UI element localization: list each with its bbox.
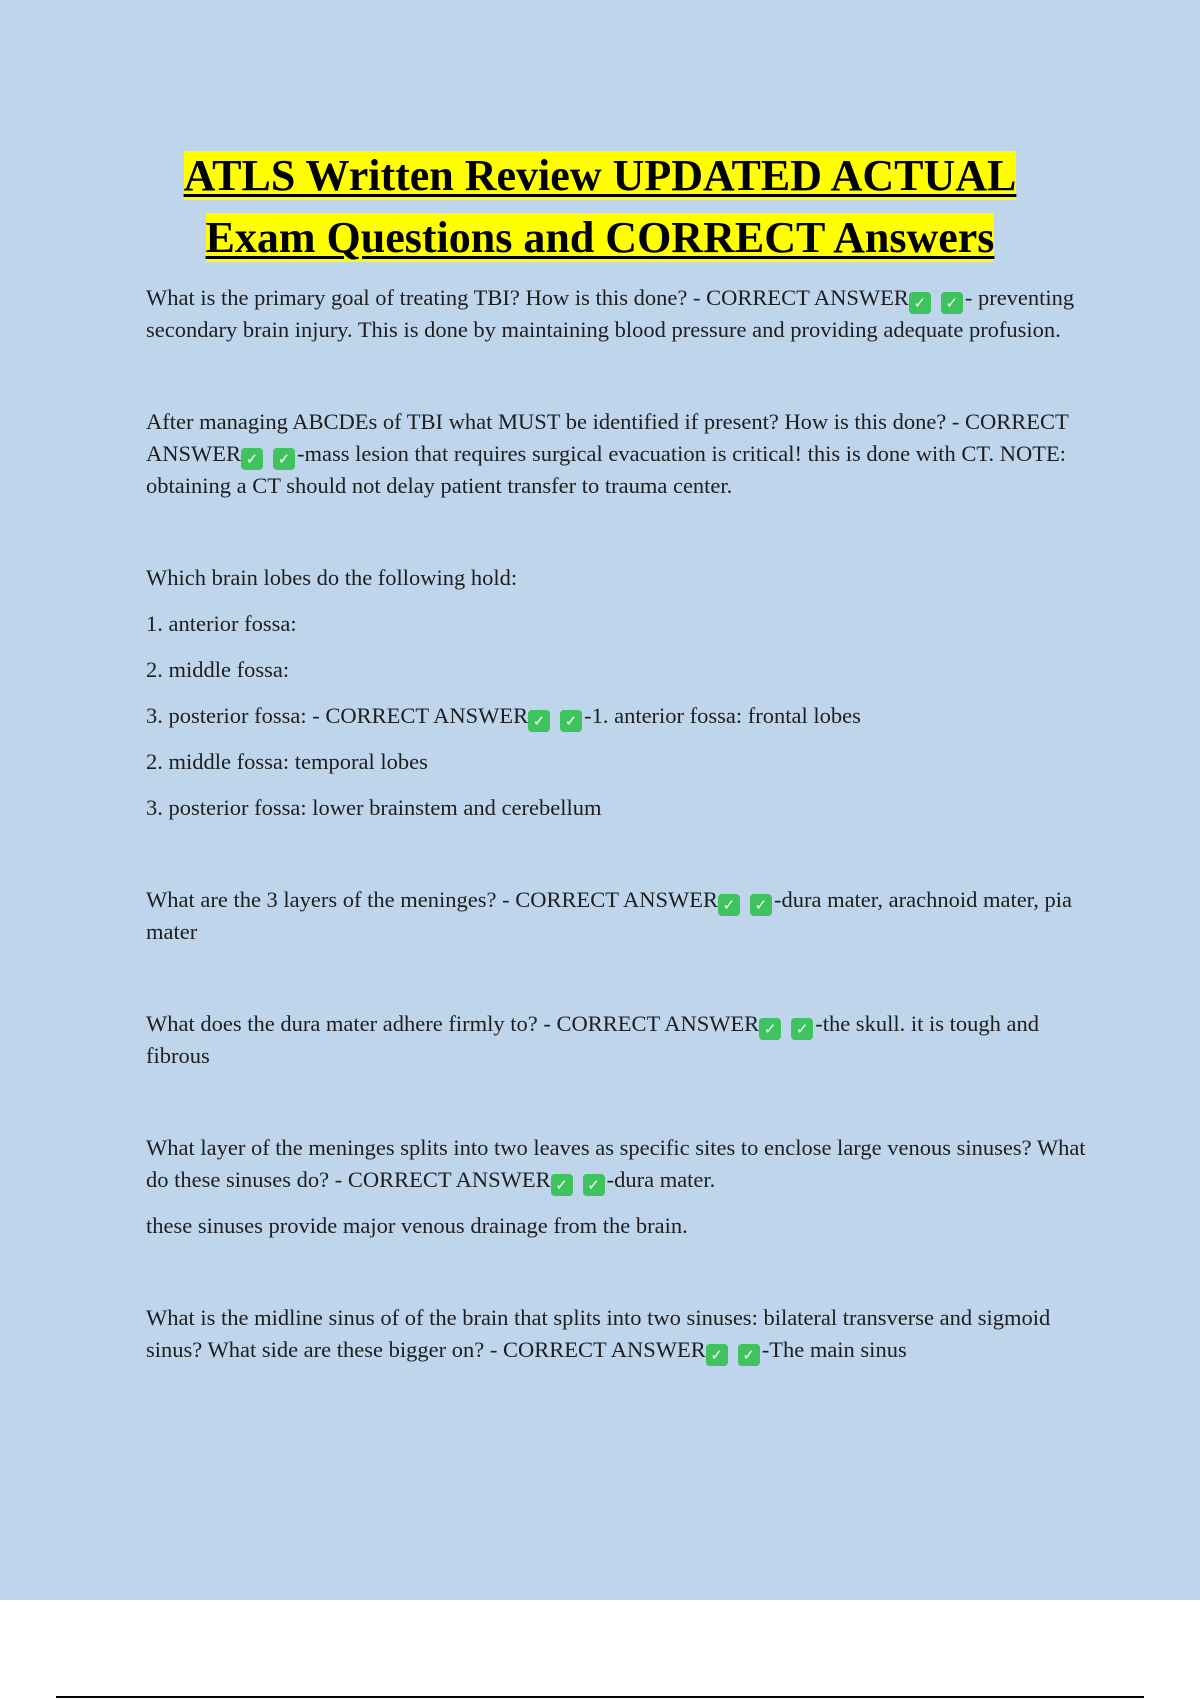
check-icon: ✓: [560, 710, 582, 732]
check-icon: ✓: [941, 292, 963, 314]
check-icon: ✓: [738, 1344, 760, 1366]
check-icons: [909, 285, 965, 310]
check-icon: ✓: [528, 710, 550, 732]
answer-text: -mass lesion that requires surgical evacuation is critical! this is done with CT. NOTE: obtaining a CT should not delay patient transfer to trauma center.: [146, 441, 1066, 498]
qa-item: [146, 282, 1086, 346]
spacer: [146, 1072, 1086, 1132]
qa-item: [146, 1132, 1086, 1242]
check-icon: ✓: [273, 448, 295, 470]
check-icons: [551, 1167, 607, 1192]
answer-text: -the skull. it is tough and fibrous: [146, 1011, 1039, 1068]
check-icon: ✓: [706, 1344, 728, 1366]
qa-list: [146, 282, 1086, 1366]
answer-line: these sinuses provide major venous drainage from the brain.: [146, 1213, 688, 1238]
qa-item: [146, 562, 1086, 824]
qa-item: [146, 1008, 1086, 1072]
question-text: What is the primary goal of treating TBI? How is this done? - CORRECT ANSWER: [146, 285, 909, 310]
check-icon: ✓: [750, 894, 772, 916]
check-icons: [241, 441, 297, 466]
answer-line: 3. posterior fossa: lower brainstem and cerebellum: [146, 795, 602, 820]
check-icon: ✓: [551, 1174, 573, 1196]
check-icons: [718, 887, 774, 912]
check-icon: ✓: [759, 1018, 781, 1040]
question-text: What are the 3 layers of the meninges? - CORRECT ANSWER: [146, 887, 718, 912]
document-title: [0, 145, 1200, 269]
answer-line: 2. middle fossa: temporal lobes: [146, 749, 428, 774]
check-icons: [706, 1337, 762, 1362]
spacer: [146, 1242, 1086, 1302]
question-answer-line: [146, 700, 1086, 732]
spacer: [146, 948, 1086, 1008]
question-text: After managing ABCDEs of TBI what MUST be identified if present? How is this done? - CORRECT ANSWER: [146, 409, 1069, 466]
answer-text: -dura mater.: [606, 1167, 716, 1192]
check-icon: ✓: [909, 292, 931, 314]
answer-text: - preventing secondary brain injury. This is done by maintaining blood pressure and providing adequate profusion.: [146, 285, 1075, 342]
qa-item: [146, 884, 1086, 948]
answer-text: -1. anterior fossa: frontal lobes: [584, 703, 861, 728]
check-icon: ✓: [718, 894, 740, 916]
check-icon: ✓: [791, 1018, 813, 1040]
question-text: What does the dura mater adhere firmly to? - CORRECT ANSWER: [146, 1011, 760, 1036]
question-line: Which brain lobes do the following hold:: [146, 565, 518, 590]
answer-text: -The main sinus: [761, 1337, 907, 1362]
check-icons: [759, 1011, 815, 1036]
title-line-2: Exam Questions and CORRECT Answers: [205, 213, 995, 262]
answer-text: -dura mater, arachnoid mater, pia mater: [146, 887, 1073, 944]
spacer: [146, 346, 1086, 406]
check-icon: ✓: [583, 1174, 605, 1196]
footer-divider: [56, 1696, 1144, 1698]
check-icon: ✓: [241, 448, 263, 470]
question-text: 3. posterior fossa: - CORRECT ANSWER: [146, 703, 529, 728]
question-line: 2. middle fossa:: [146, 657, 290, 682]
qa-item: [146, 1302, 1086, 1366]
qa-item: [146, 406, 1086, 502]
spacer: [146, 824, 1086, 884]
question-line: 1. anterior fossa:: [146, 611, 297, 636]
spacer: [146, 502, 1086, 562]
title-line-1: ATLS Written Review UPDATED ACTUAL: [183, 151, 1017, 200]
question-text: What layer of the meninges splits into two leaves as specific sites to enclose large venous sinuses? What do these sinuses do? - CORRECT ANSWER: [146, 1135, 1086, 1192]
check-icons: [528, 703, 584, 728]
question-answer-line: [146, 1132, 1086, 1196]
question-text: What is the midline sinus of of the brain that splits into two sinuses: bilateral transverse and sigmoid sinus? What side are these bigger on? - CORRECT ANSWER: [146, 1305, 1051, 1362]
